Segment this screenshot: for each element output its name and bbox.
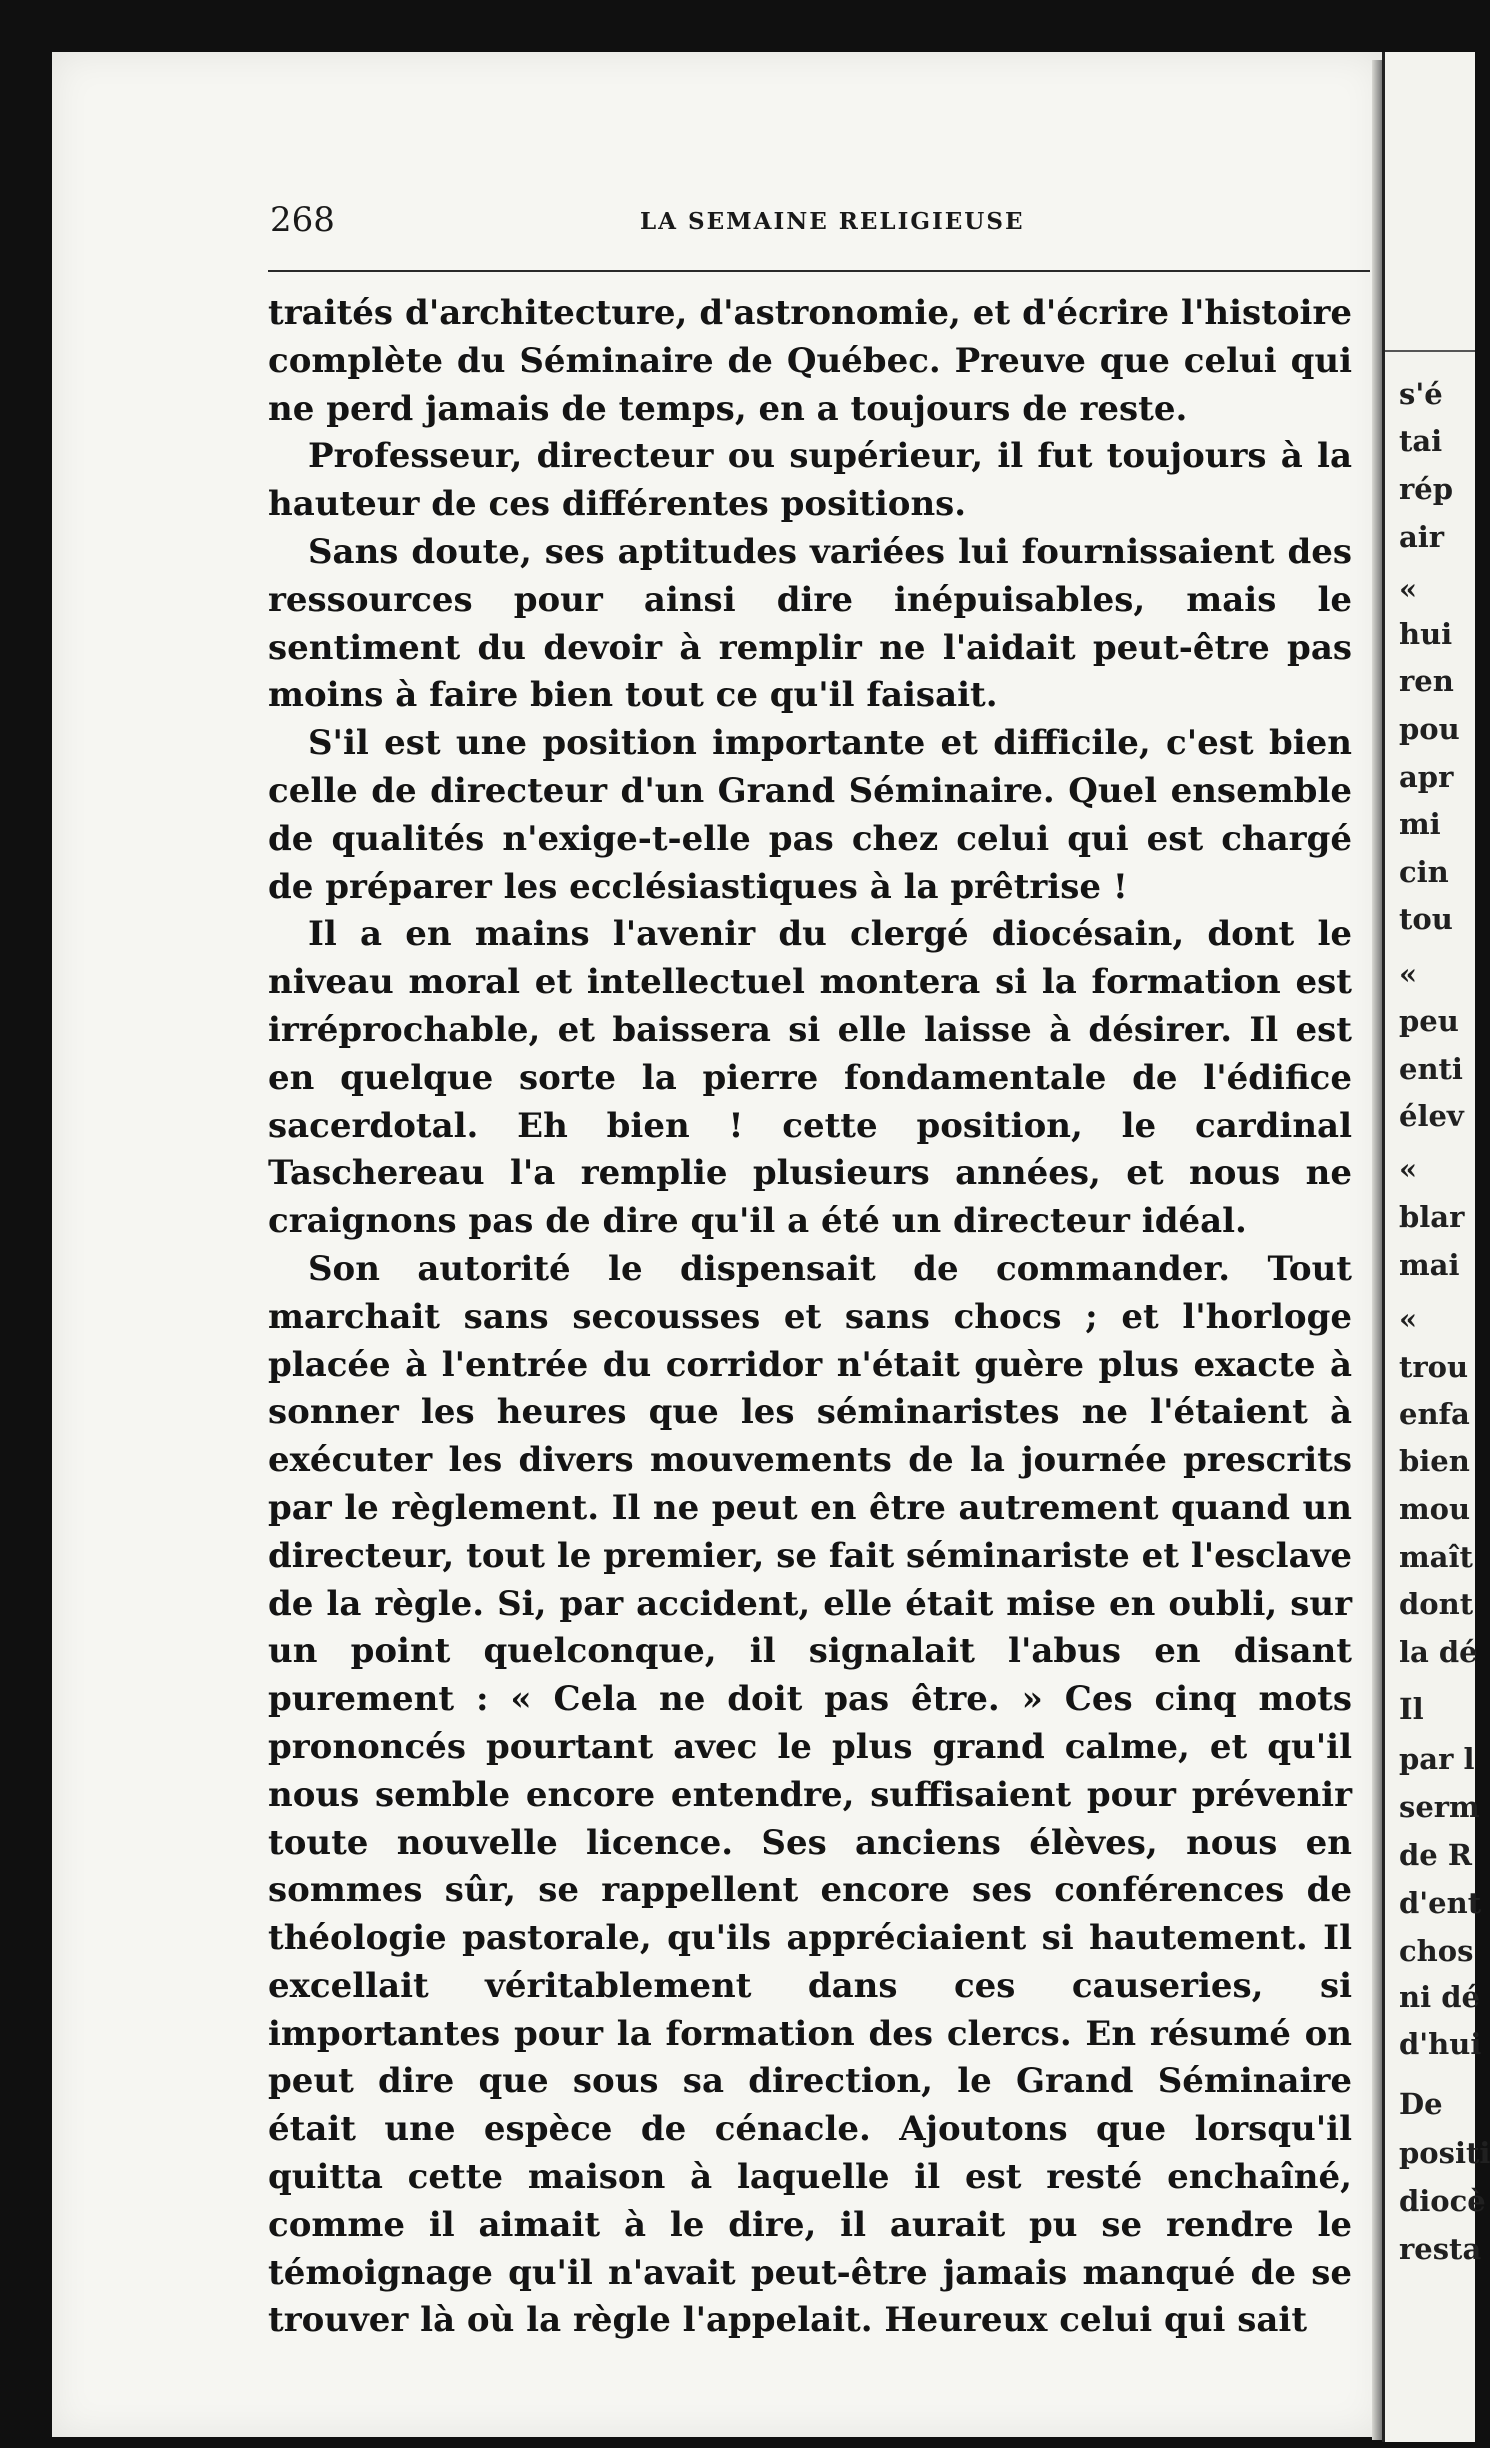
body-text <box>268 290 1352 2345</box>
facing-page-fragment: d'hui <box>1399 2027 1482 2061</box>
facing-page-fragment: chos <box>1399 1934 1474 1968</box>
facing-page <box>1382 52 1490 2442</box>
facing-page-fragment: hui <box>1399 617 1453 651</box>
facing-page-fragment: mou <box>1399 1492 1471 1526</box>
facing-page-fragment: tai <box>1399 424 1443 458</box>
facing-page-fragment: « <box>1399 572 1418 606</box>
facing-page-fragment: par l <box>1399 1742 1475 1776</box>
facing-page-fragment: resta <box>1399 2232 1482 2266</box>
facing-page-fragment: air <box>1399 520 1445 554</box>
facing-page-fragment: diocè <box>1399 2184 1486 2218</box>
facing-page-fragment: maît <box>1399 1540 1473 1574</box>
facing-page-fragment: serm <box>1399 1790 1480 1824</box>
facing-page-fragment: enfa <box>1399 1397 1470 1431</box>
page-gutter <box>1372 60 1382 2440</box>
facing-page-fragment: ni dé <box>1399 1980 1480 2014</box>
facing-page-fragment: d'ent <box>1399 1886 1482 1920</box>
facing-page-fragment: trou <box>1399 1350 1469 1384</box>
facing-page-fragment: De <box>1399 2087 1443 2121</box>
facing-page-fragment: mai <box>1399 1248 1460 1282</box>
facing-page-fragment: bien <box>1399 1444 1470 1478</box>
facing-page-rule <box>1385 350 1475 352</box>
facing-page-fragment: dont <box>1399 1587 1474 1621</box>
facing-page-fragment: Il <box>1399 1692 1424 1726</box>
facing-page-fragment: apr <box>1399 760 1454 794</box>
paragraph: Sans doute, ses aptitudes variées lui fournissaient des ressources pour ainsi dire inépuisables, mais le sentiment du devoir à remplir ne l'aidait peut-être pas moins à faire bien tout ce qu'il faisait. <box>268 531 1352 716</box>
facing-page-fragment: « <box>1399 1152 1418 1186</box>
facing-page-fragment: peu <box>1399 1004 1459 1038</box>
facing-page-fragment: tou <box>1399 902 1453 936</box>
page-header <box>270 200 1350 246</box>
facing-page-fragment: élev <box>1399 1099 1464 1133</box>
facing-page-fragment: pou <box>1399 712 1460 746</box>
facing-page-fragment: blar <box>1399 1200 1465 1234</box>
facing-page-fragment: « <box>1399 1302 1418 1336</box>
paragraph: Professeur, directeur ou supérieur, il fut toujours à la hauteur de ces différentes positions. <box>268 436 1352 525</box>
facing-page-fragment: « <box>1399 957 1418 991</box>
facing-page-fragment: de R <box>1399 1838 1472 1872</box>
facing-page-fragment: rép <box>1399 472 1454 506</box>
paragraph: Son autorité le dispensait de commander. Tout marchait sans secousses et sans chocs ; et l'horloge placée à l'entrée du corridor n'était guère plus exacte à sonner les heures que les séminaristes ne l'étaient à exécuter les divers mouvements de la journée prescrits par le règlement. Il ne peut en être autrement quand un directeur, tout le premier, se fait séminariste et l'esclave de la règle. Si, par accident, elle était mise en oubli, sur un point quelconque, il signalait l'abus en disant purement : « Cela ne doit pas être. » Ces cinq mots prononcés pourtant avec le plus grand calme, et qu'il nous semble encore entendre, suffisaient pour prévenir toute nouvelle licence. Ses anciens élèves, nous en sommes sûr, se rappellent encore ses conférences de théologie pastorale, qu'ils appréciaient si hautement. Il excellait véritablement dans ces causeries, si importantes pour la formation des clercs. En résumé on peut dire que sous sa direction, le Grand Séminaire était une espèce de cénacle. Ajoutons que lorsqu'il quitta cette maison à laquelle il est resté enchaîné, comme il aimait à le dire, il aurait pu se rendre le témoignage qu'il n'avait peut-être jamais manqué de se trouver là où la règle l'appelait. Heureux celui qui sait <box>268 1248 1352 2341</box>
facing-page-fragment: enti <box>1399 1052 1463 1086</box>
header-rule <box>268 270 1370 272</box>
facing-page-fragment: positi <box>1399 2136 1490 2170</box>
facing-page-fragment: s'é <box>1399 377 1443 411</box>
facing-page-fragment: mi <box>1399 807 1441 841</box>
facing-page-fragment: cin <box>1399 855 1449 889</box>
paragraph: S'il est une position importante et difficile, c'est bien celle de directeur d'un Grand Séminaire. Quel ensemble de qualités n'exige-t-elle pas chez celui qui est chargé de préparer les ecclésiastiques à la prêtrise ! <box>268 723 1352 907</box>
paragraph: Il a en mains l'avenir du clergé diocésain, dont le niveau moral et intellectuel montera si la formation est irréprochable, et baissera si elle laisse à désirer. Il est en quelque sorte la pierre fondamentale de l'édifice sacerdotal. Eh bien ! cette position, le cardinal Taschereau l'a remplie plusieurs années, et nous ne craignons pas de dire qu'il a été un directeur idéal. <box>268 914 1352 1242</box>
page-number: 268 <box>270 200 335 240</box>
paragraph: traités d'architecture, d'astronomie, et d'écrire l'histoire complète du Séminaire de Québec. Preuve que celui qui ne perd jamais de temps, en a toujours de reste. <box>268 293 1352 429</box>
facing-page-fragment: la dé <box>1399 1635 1478 1669</box>
running-title: LA SEMAINE RELIGIEUSE <box>640 208 1025 235</box>
facing-page-fragment: ren <box>1399 664 1454 698</box>
